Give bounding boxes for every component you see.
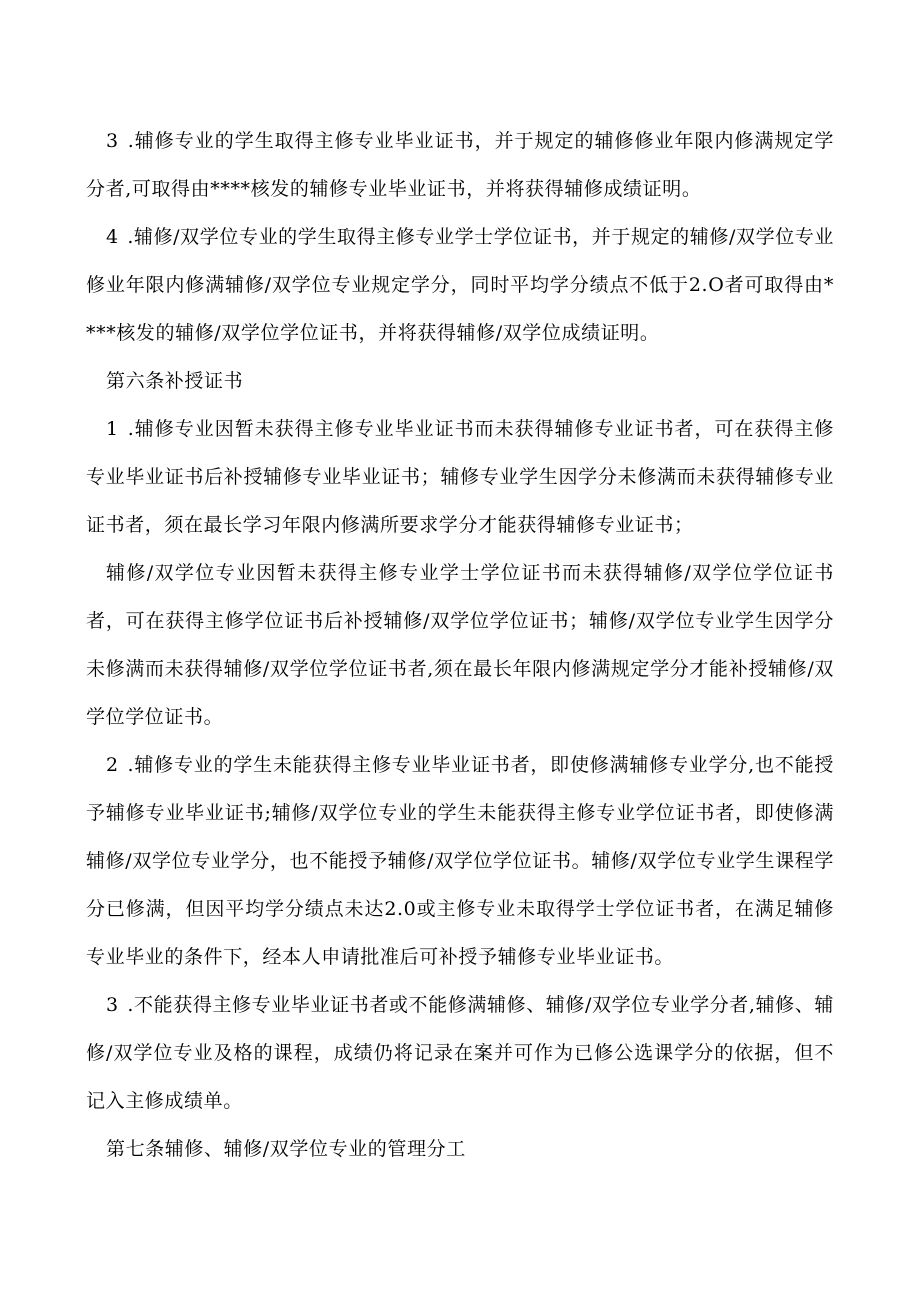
paragraph-text: .辅修专业的学生取得主修专业毕业证书，并于规定的辅修修业年限内修满规定学分者,可取得由****核发的辅修专业毕业证书，并将获得辅修成绩证明。	[86, 130, 834, 200]
item-number: 1	[106, 418, 119, 440]
paragraph-text: .辅修专业因暂未获得主修专业毕业证书而未获得辅修专业证书者，可在获得主修专业毕业证书后补授辅修专业毕业证书；辅修专业学生因学分未修满而未获得辅修专业证书者，须在最长学习年限内修满所要求学分才能获得辅修专业证书；	[86, 418, 834, 536]
document-body	[86, 117, 834, 1173]
paragraph-item-2	[86, 741, 834, 981]
item-number: 2	[106, 754, 119, 776]
item-number: 3	[106, 994, 119, 1016]
section-heading-article-7: 第七条辅修、辅修/双学位专业的管理分工	[106, 1138, 466, 1160]
paragraph-item-3	[86, 117, 834, 213]
item-number: 4	[106, 226, 119, 248]
paragraph-item-1	[86, 405, 834, 549]
paragraph-item-3b	[86, 981, 834, 1125]
paragraph-plain: 辅修/双学位专业因暂未获得主修专业学士学位证书而未获得辅修/双学位学位证书者，可在获得主修学位证书后补授辅修/双学位学位证书；辅修/双学位专业学生因学分未修满而未获得辅修/双学位学位证书者,须在最长年限内修满规定学分才能补授辅修/双学位学位证书。	[86, 562, 834, 728]
paragraph-text: .不能获得主修专业毕业证书者或不能修满辅修、辅修/双学位专业学分者,辅修、辅修/双学位专业及格的课程，成绩仍将记录在案并可作为已修公选课学分的依据，但不记入主修成绩单。	[86, 994, 834, 1112]
paragraph-item-4	[86, 213, 834, 357]
paragraph-text: .辅修/双学位专业的学生取得主修专业学士学位证书，并于规定的辅修/双学位专业修业年限内修满辅修/双学位专业规定学分，同时平均学分绩点不低于2.O者可取得由****核发的辅修/双学位学位证书，并将获得辅修/双学位成绩证明。	[86, 226, 834, 344]
item-number: 3	[106, 130, 119, 152]
section-heading-article-6: 第六条补授证书	[106, 370, 244, 392]
paragraph-text: .辅修专业的学生未能获得主修专业毕业证书者，即使修满辅修专业学分,也不能授予辅修专业毕业证书;辅修/双学位专业的学生未能获得主修专业学位证书者，即使修满辅修/双学位专业学分，也不能授予辅修/双学位学位证书。辅修/双学位专业学生课程学分已修满，但因平均学分绩点未达2.0或主修专业未取得学士学位证书者，在满足辅修专业毕业的条件下，经本人申请批准后可补授予辅修专业毕业证书。	[86, 754, 835, 968]
